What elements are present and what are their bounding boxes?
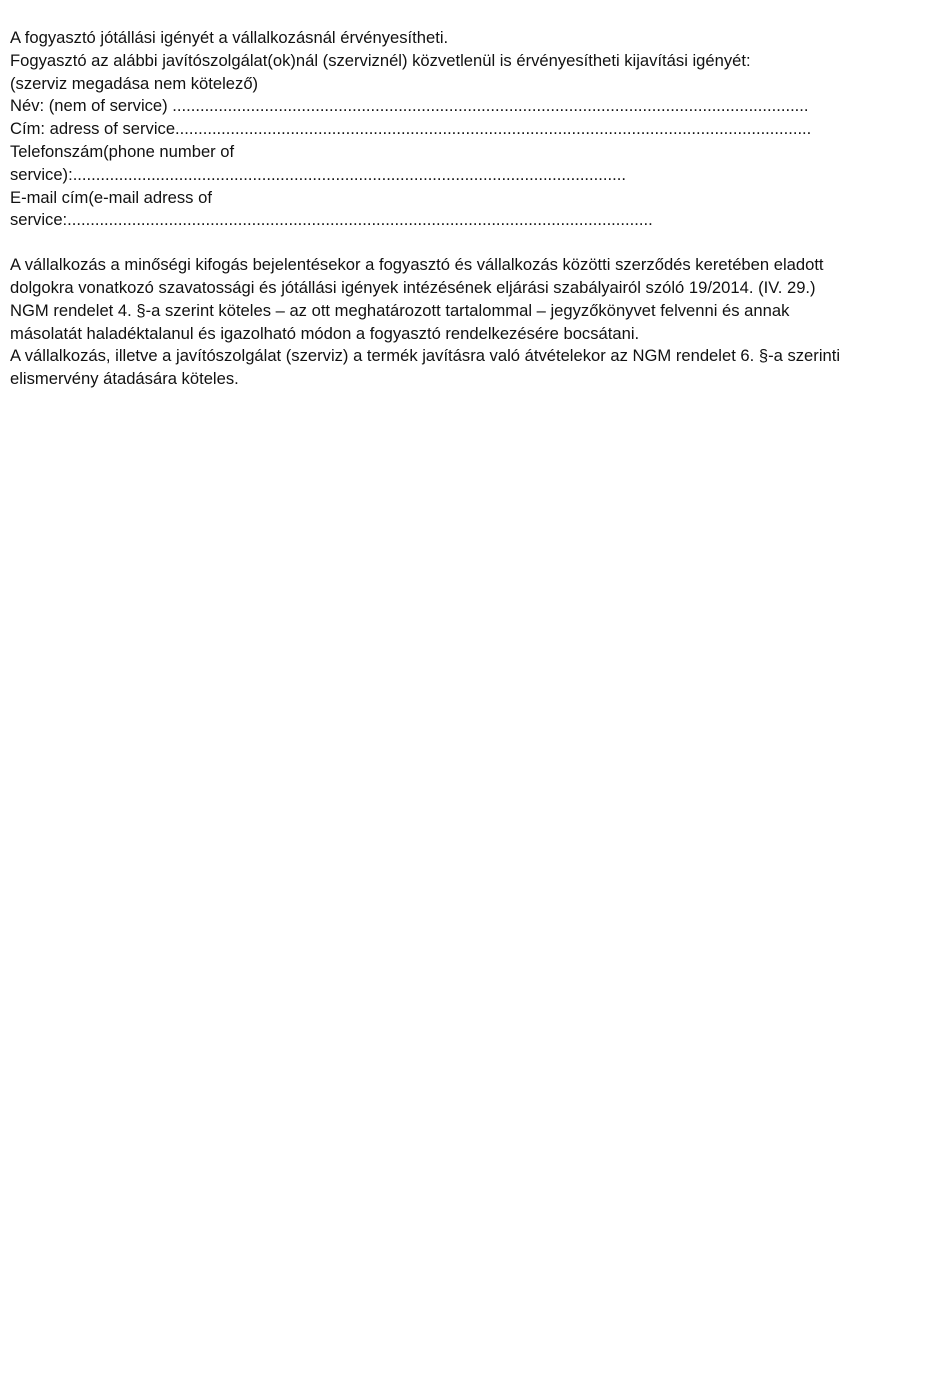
obligations-line: dolgokra vonatkozó szavatossági és jótállási igények intézésének eljárási szabályairól szóló 19/2014. (IV. 29.) [10, 277, 816, 297]
service-address-field: Cím: adress of service.......................................................................................................................................... [10, 119, 812, 139]
obligations-line: A vállalkozás a minőségi kifogás bejelentésekor a fogyasztó és vállalkozás közötti szerződés keretében eladott [10, 255, 824, 275]
document-page [10, 27, 945, 391]
warranty-intro-line: A fogyasztó jótállási igényét a vállalkozásnál érvényesítheti. [10, 28, 449, 47]
obligations-line: NGM rendelet 4. §-a szerint köteles – az ott meghatározott tartalommal – jegyzőkönyvet felvenni és annak [10, 300, 790, 320]
service-claim-line: Fogyasztó az alábbi javítószolgálat(ok)nál (szerviznél) közvetlenül is érvényesítheti kijavítási igényét: [10, 50, 751, 70]
obligations-line: másolatát haladéktalanul és igazolható módon a fogyasztó rendelkezésére bocsátani. [10, 323, 640, 343]
service-phone-field: service):........................................................................................................................ [10, 164, 626, 184]
section-spacer [10, 232, 945, 254]
obligations-line: elismervény átadására köteles. [10, 369, 239, 389]
service-phone-label: Telefonszám(phone number of [10, 141, 235, 161]
service-optional-note: (szerviz megadása nem kötelező) [10, 73, 259, 93]
service-name-field: Név: (nem of service) .......................................................................................................................................... [10, 96, 809, 116]
obligations-line: A vállalkozás, illetve a javítószolgálat (szerviz) a termék javításra való átvételekor az NGM rendelet 6. §-a szerinti [10, 346, 841, 366]
service-email-field: service:............................................................................................................................... [10, 210, 653, 230]
obligations-section [10, 254, 945, 391]
service-email-label: E-mail cím(e-mail adress of [10, 187, 212, 207]
warranty-section [10, 27, 945, 232]
